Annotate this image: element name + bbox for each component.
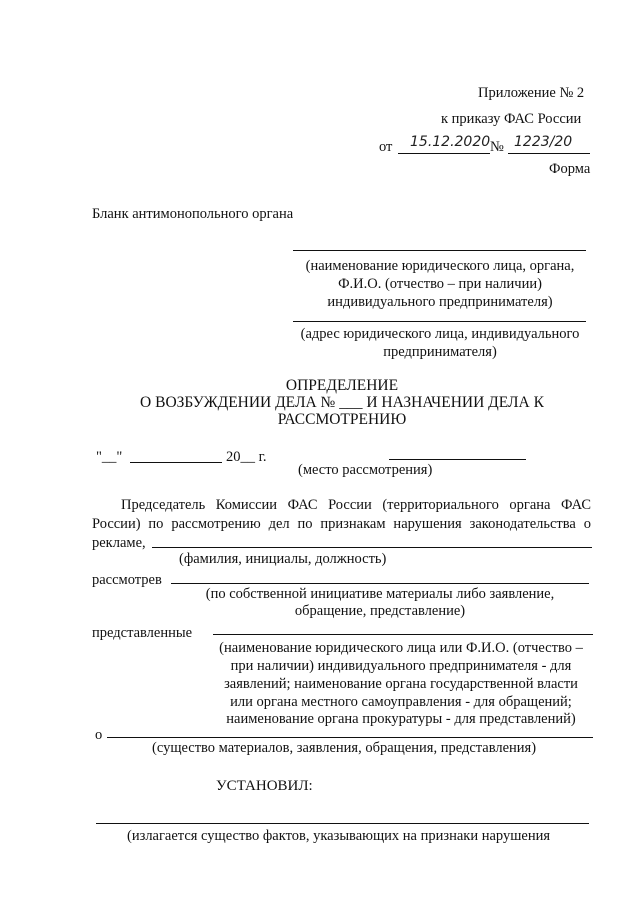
title-line-1: ОПРЕДЕЛЕНИЕ xyxy=(285,377,399,394)
date-day-quote: "__" xyxy=(96,449,123,465)
appendix-label: Приложение № 2 xyxy=(478,85,585,101)
considered-hint-1: (по собственной инициативе материалы либо заявление, xyxy=(205,586,555,602)
about-label: о xyxy=(95,727,103,743)
presented-hint-4: или органа местного самоуправления - для обращений; xyxy=(230,694,572,710)
fio-hint: (фамилия, инициалы, должность) xyxy=(179,551,387,567)
place-line xyxy=(389,459,526,460)
date-month-line xyxy=(130,462,222,463)
addressee-address-line xyxy=(293,321,586,322)
place-hint: (место рассмотрения) xyxy=(298,462,433,478)
considered-hint-2: обращение, представление) xyxy=(294,603,466,619)
presented-hint-3: заявлений; наименование органа государственной власти xyxy=(224,676,578,692)
paragraph-line-1: Председатель Комиссии ФАС России (территориального органа ФАС xyxy=(121,497,591,513)
considered-line xyxy=(171,583,589,584)
form-label: Форма xyxy=(549,161,591,177)
handwritten-date: 15.12.2020 xyxy=(410,134,491,150)
about-line xyxy=(107,737,593,738)
handwritten-number: 1223/20 xyxy=(514,134,573,150)
considered-label: рассмотрев xyxy=(92,572,162,588)
addressee-address-hint-2: предпринимателя) xyxy=(383,344,497,360)
title-line-2: О ВОЗБУЖДЕНИИ ДЕЛА № ___ И НАЗНАЧЕНИИ ДЕЛА К xyxy=(140,394,544,411)
number-underline xyxy=(508,153,590,154)
about-hint: (существо материалов, заявления, обращения, представления) xyxy=(152,740,537,756)
presented-line xyxy=(213,634,593,635)
facts-hint: (излагается существо фактов, указывающих на признаки нарушения xyxy=(127,828,551,844)
addressee-address-hint-1: (адрес юридического лица, индивидуального xyxy=(300,326,580,342)
presented-hint-2: при наличии) индивидуального предпринимателя - для xyxy=(230,658,572,674)
facts-line xyxy=(96,823,589,824)
paragraph-line-2: России) по рассмотрению дел по признакам нарушения законодательства о xyxy=(92,516,591,532)
order-label: к приказу ФАС России xyxy=(441,111,582,127)
established-label: УСТАНОВИЛ: xyxy=(216,778,313,794)
addressee-name-hint-1: (наименование юридического лица, органа, xyxy=(305,258,575,274)
from-prefix: от xyxy=(379,139,393,155)
date-underline xyxy=(398,153,490,154)
presented-hint-1: (наименование юридического лица или Ф.И.О. (отчество – xyxy=(219,640,583,656)
addressee-name-line xyxy=(293,250,586,251)
presented-label: представленные xyxy=(92,625,193,641)
addressee-name-hint-3: индивидуального предпринимателя) xyxy=(327,294,553,310)
fio-line xyxy=(152,547,592,548)
addressee-name-hint-2: Ф.И.О. (отчество – при наличии) xyxy=(338,276,542,292)
title-line-3: РАССМОТРЕНИЮ xyxy=(277,411,407,428)
paragraph-line-3: рекламе, xyxy=(92,535,146,551)
blank-label: Бланк антимонопольного органа xyxy=(92,206,294,222)
date-year: 20__ г. xyxy=(226,449,267,465)
number-sign: № xyxy=(490,139,504,155)
presented-hint-5: наименование органа прокуратуры - для представлений) xyxy=(226,711,576,727)
